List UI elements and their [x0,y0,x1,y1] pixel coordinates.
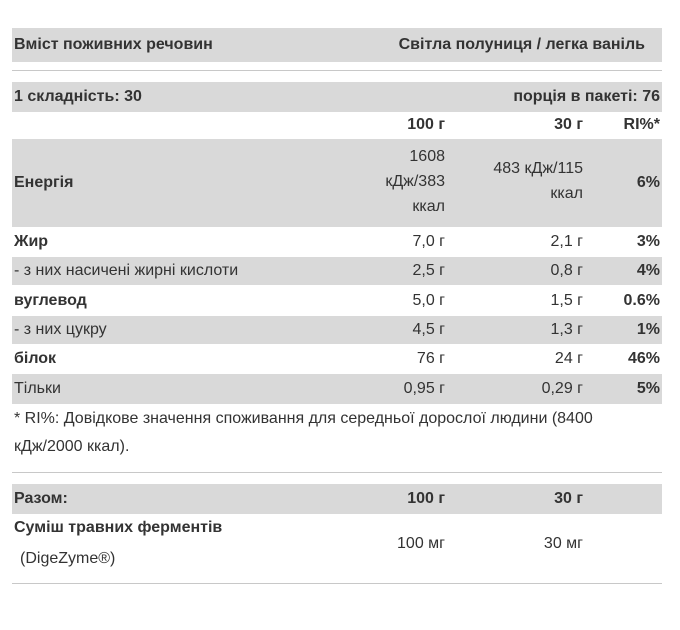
row-sugar-per30: 1,3 г [550,321,583,338]
row-salt-per100: 0,95 г [403,380,445,397]
serving-label: 1 складність: 30 [14,88,142,105]
row-salt-per30: 0,29 г [541,380,583,397]
divider [12,472,662,473]
row-energy-per30: 483 кДж/115 ккал [493,160,583,202]
row-energy-per100: 1608 кДж/383 ккал [385,148,445,215]
divider [12,70,662,71]
row-sugar-name: - з них цукру [14,321,107,338]
row-fat-per30: 2,1 г [550,233,583,250]
row-sugar-ri: 1% [636,321,660,338]
enzymes-sub: (DigeZyme®) [20,550,116,567]
row-sugar-per100: 4,5 г [412,321,445,338]
total-label: Разом: [14,490,68,507]
row-fat-per100: 7,0 г [412,233,445,250]
servings-per-pack: порція в пакеті: 76 [513,88,660,105]
total-per100: 100 г [407,490,445,507]
row-protein-per30: 24 г [554,350,583,367]
row-carbs-per30: 1,5 г [550,292,583,309]
row-fat-name: Жир [14,233,49,250]
row-energy-ri: 6% [636,174,660,191]
row-fat-ri: 3% [636,233,660,250]
row-energy-name: Енергія [14,174,74,191]
total-per30: 30 г [554,490,583,507]
enzymes-name: Суміш травних ферментів [14,519,223,536]
enzymes-per30: 30 мг [543,535,583,552]
row-salt-name: Тільки [14,380,61,397]
row-carbs-per100: 5,0 г [412,292,445,309]
row-carbs-ri: 0.6% [623,292,660,309]
row-saturated-name: - з них насичені жирні кислоти [14,262,239,279]
row-protein-name: білок [14,350,57,367]
row-saturated-per100: 2,5 г [412,262,445,279]
flavor-title: Світла полуниця / легка ваніль [398,36,645,53]
row-saturated-ri: 4% [636,262,660,279]
row-protein-per100: 76 г [416,350,445,367]
nutrients-title: Вміст поживних речовин [14,36,213,53]
row-protein-ri: 46% [627,350,660,367]
ri-footnote: * RI%: Довідкове значення споживання для середньої дорослої людини (8400 кДж/2000 ккал). [14,410,593,455]
divider [12,583,662,584]
enzymes-per100: 100 мг [397,535,445,552]
row-carbs-name: вуглевод [14,292,87,309]
row-saturated-per30: 0,8 г [550,262,583,279]
col-header-ri: RI%* [623,116,660,133]
row-salt-ri: 5% [636,380,660,397]
col-header-100g: 100 г [407,116,445,133]
col-header-30g: 30 г [554,116,583,133]
